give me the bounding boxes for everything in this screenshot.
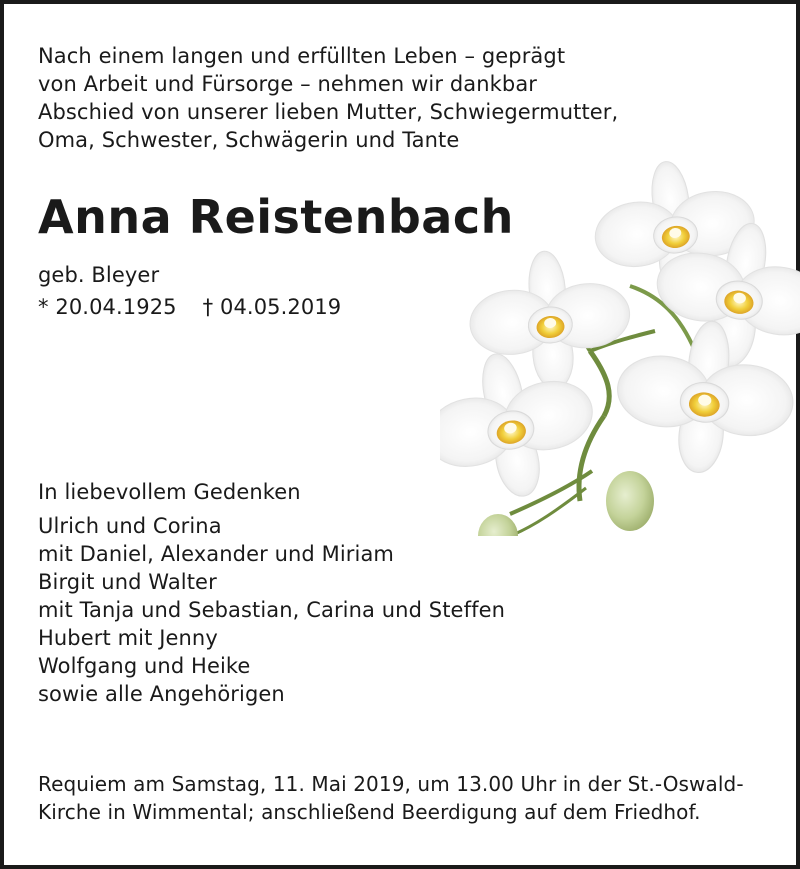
- service-info: [38, 770, 744, 826]
- mourner-line: mit Tanja und Sebastian, Carina und Steffen: [38, 598, 505, 622]
- intro-line: Oma, Schwester, Schwägerin und Tante: [38, 128, 460, 152]
- death-date: † 04.05.2019: [202, 295, 342, 319]
- mourner-line: Wolfgang und Heike: [38, 654, 251, 678]
- maiden-name: geb. Bleyer: [38, 263, 160, 287]
- service-line: Kirche in Wimmental; anschließend Beerdigung auf dem Friedhof.: [38, 800, 701, 824]
- mourner-line: mit Daniel, Alexander und Miriam: [38, 542, 394, 566]
- intro-line: Nach einem langen und erfüllten Leben – geprägt: [38, 44, 566, 68]
- birth-date: * 20.04.1925: [38, 295, 177, 319]
- mourners-heading: In liebevollem Gedenken: [38, 480, 301, 504]
- intro-line: Abschied von unserer lieben Mutter, Schwiegermutter,: [38, 100, 619, 124]
- mourner-line: Birgit und Walter: [38, 570, 217, 594]
- orchid-illustration-icon: [440, 136, 800, 536]
- mourner-line: sowie alle Angehörigen: [38, 682, 285, 706]
- mourner-line: Ulrich und Corina: [38, 514, 222, 538]
- mourners-section: [38, 478, 505, 708]
- life-dates: [38, 293, 341, 321]
- deceased-name: Anna Reistenbach: [38, 190, 514, 244]
- intro-line: von Arbeit und Fürsorge – nehmen wir dankbar: [38, 72, 538, 96]
- mourner-line: Hubert mit Jenny: [38, 626, 218, 650]
- service-line: Requiem am Samstag, 11. Mai 2019, um 13.00 Uhr in der St.-Oswald-: [38, 772, 744, 796]
